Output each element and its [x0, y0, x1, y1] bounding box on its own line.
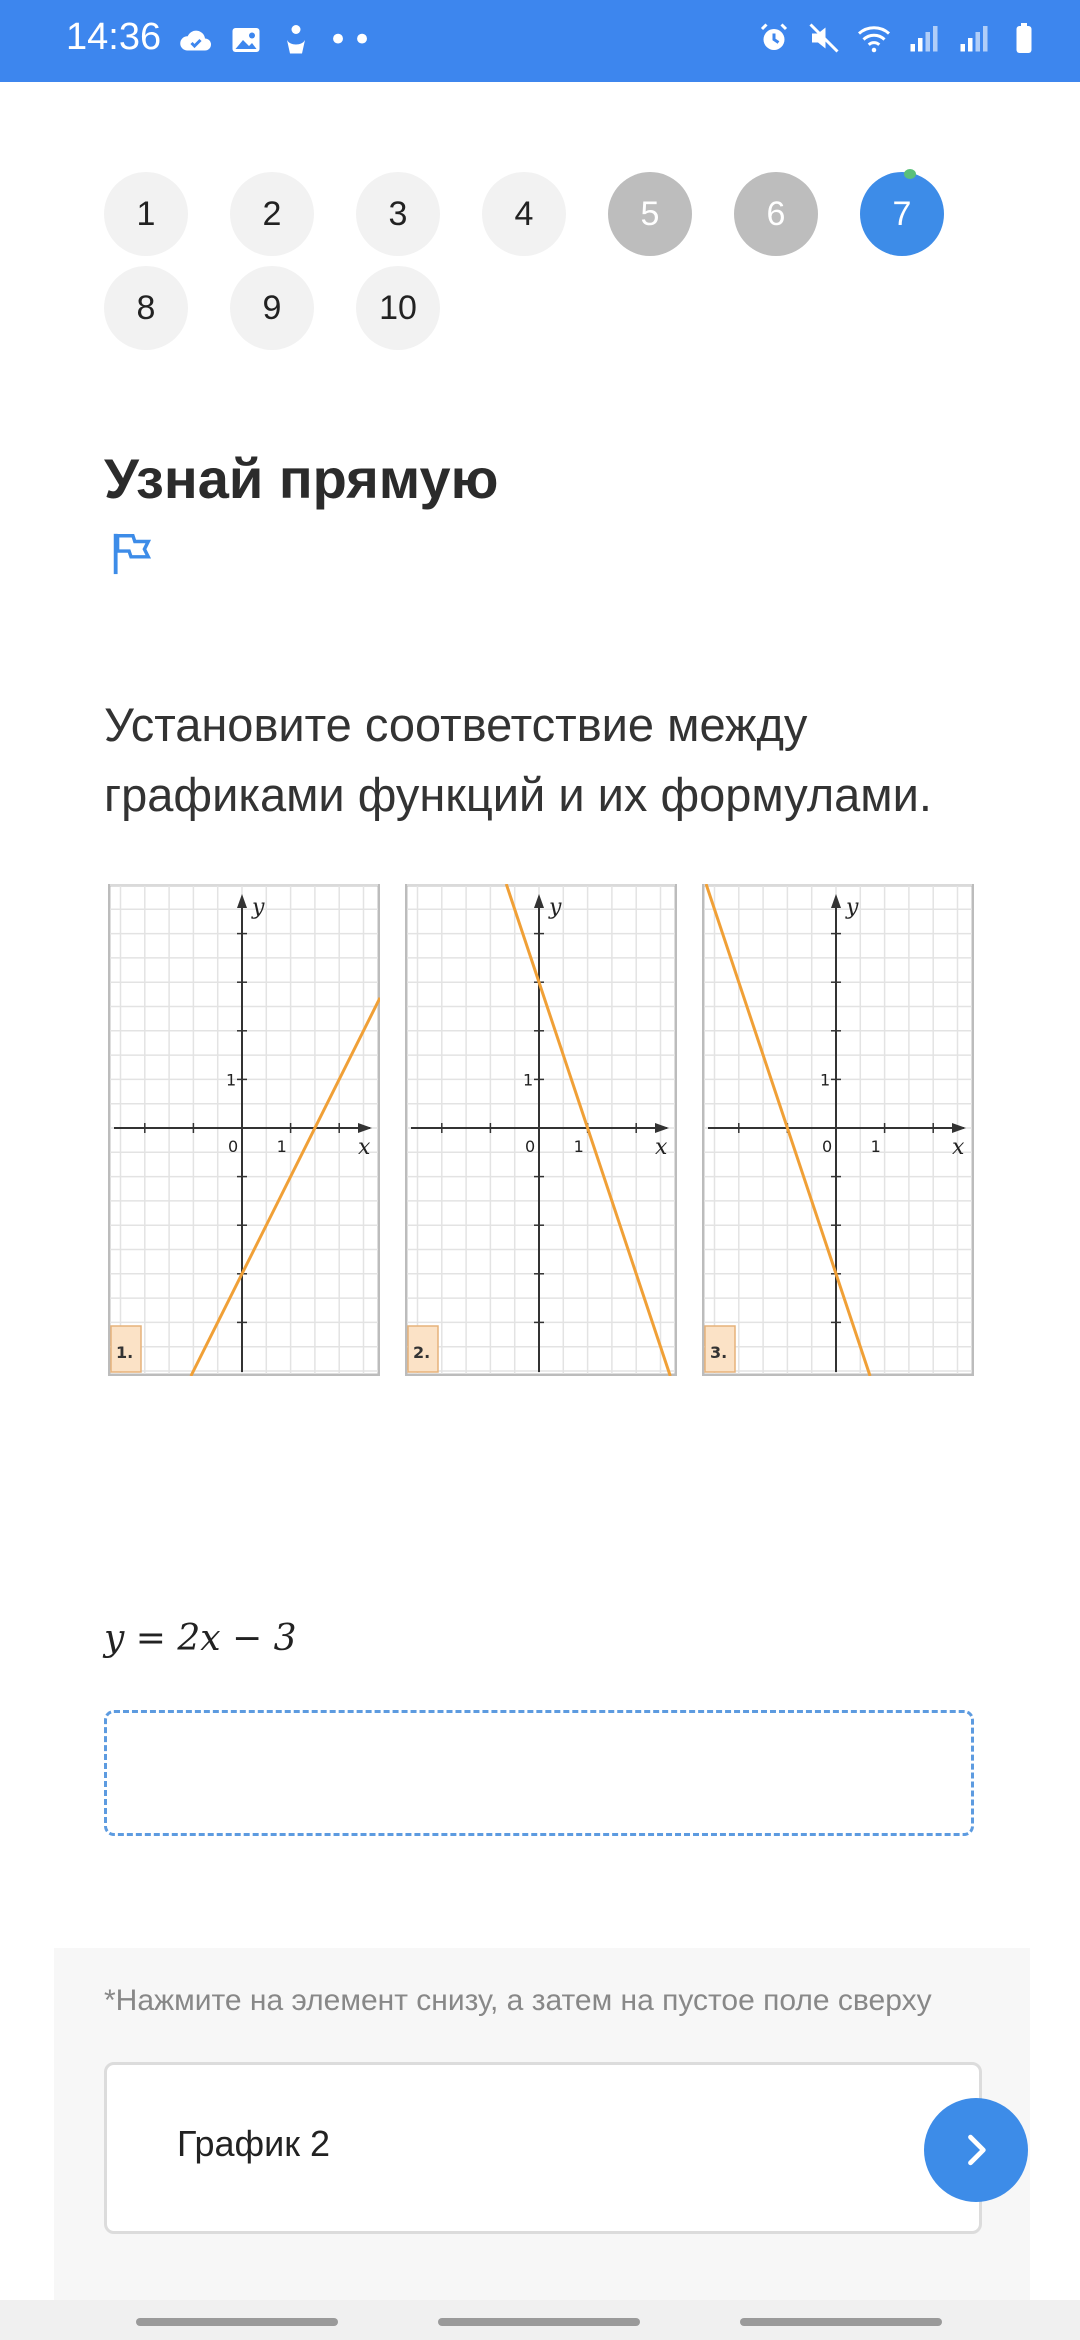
- signal-icon: [956, 20, 992, 56]
- graph-2: [405, 884, 677, 1376]
- graph-number: 3.: [710, 1343, 728, 1362]
- y-one-label: 1: [226, 1070, 237, 1090]
- x-one-label: 1: [573, 1137, 584, 1156]
- x-axis-label: x: [655, 1135, 668, 1160]
- cloud-check-icon: [178, 22, 214, 58]
- status-time: 14:36: [66, 16, 162, 58]
- mute-icon: [806, 20, 842, 56]
- question-button-9[interactable]: 9: [230, 266, 314, 350]
- y-axis-label: y: [252, 895, 265, 920]
- graph-number: 1.: [116, 1343, 134, 1362]
- chevron-right-icon: [954, 2128, 998, 2172]
- graph-1: [108, 884, 380, 1376]
- next-button[interactable]: [924, 2098, 1028, 2202]
- graphs-row: [108, 884, 978, 1378]
- y-axis-label: y: [846, 895, 859, 920]
- graph-number: 2.: [413, 1343, 431, 1362]
- answer-options-panel: [54, 1948, 1030, 2300]
- nav-pill: [438, 2318, 640, 2326]
- x-one-label: 1: [276, 1137, 287, 1156]
- question-button-1[interactable]: 1: [104, 172, 188, 256]
- nav-pill: [136, 2318, 338, 2326]
- alarm-icon: [756, 20, 792, 56]
- formula-label: y = 2x − 3: [104, 1618, 297, 1659]
- system-nav-bar: [0, 2300, 1080, 2340]
- task-prompt: Установите соответствие между графиками функций и их формулами.: [104, 698, 932, 821]
- question-button-2[interactable]: 2: [230, 172, 314, 256]
- x-axis-label: x: [358, 1135, 371, 1160]
- flag-icon[interactable]: [108, 530, 154, 576]
- question-button-5[interactable]: 5: [608, 172, 692, 256]
- accessibility-icon: [278, 22, 314, 58]
- more-dots-icon: ••: [328, 20, 377, 60]
- status-icons-left: [178, 22, 376, 58]
- origin-label: 0: [525, 1137, 536, 1156]
- nav-pill: [740, 2318, 942, 2326]
- question-button-8[interactable]: 8: [104, 266, 188, 350]
- wifi-icon: [856, 20, 892, 56]
- status-bar: [0, 0, 1080, 82]
- origin-label: 0: [822, 1137, 833, 1156]
- question-button-7[interactable]: 7: [860, 172, 944, 256]
- question-button-3[interactable]: 3: [356, 172, 440, 256]
- status-icons-right: [756, 20, 1042, 56]
- y-one-label: 1: [523, 1070, 534, 1090]
- signal-icon: [906, 20, 942, 56]
- task-title: Узнай прямую: [104, 447, 499, 510]
- instruction-hint: *Нажмите на элемент снизу, а затем на пустое поле сверху: [104, 1984, 932, 2017]
- question-button-10[interactable]: 10: [356, 266, 440, 350]
- question-button-4[interactable]: 4: [482, 172, 566, 256]
- answer-dropzone[interactable]: [104, 1710, 974, 1836]
- battery-icon: [1006, 20, 1042, 56]
- x-axis-label: x: [952, 1135, 965, 1160]
- origin-label: 0: [228, 1137, 239, 1156]
- option-graph-2[interactable]: [104, 2062, 982, 2234]
- x-one-label: 1: [870, 1137, 881, 1156]
- gallery-icon: [228, 22, 264, 58]
- y-one-label: 1: [820, 1070, 831, 1090]
- graph-3: [702, 884, 974, 1376]
- option-label: График 2: [177, 2123, 331, 2164]
- question-button-6[interactable]: 6: [734, 172, 818, 256]
- y-axis-label: y: [549, 895, 562, 920]
